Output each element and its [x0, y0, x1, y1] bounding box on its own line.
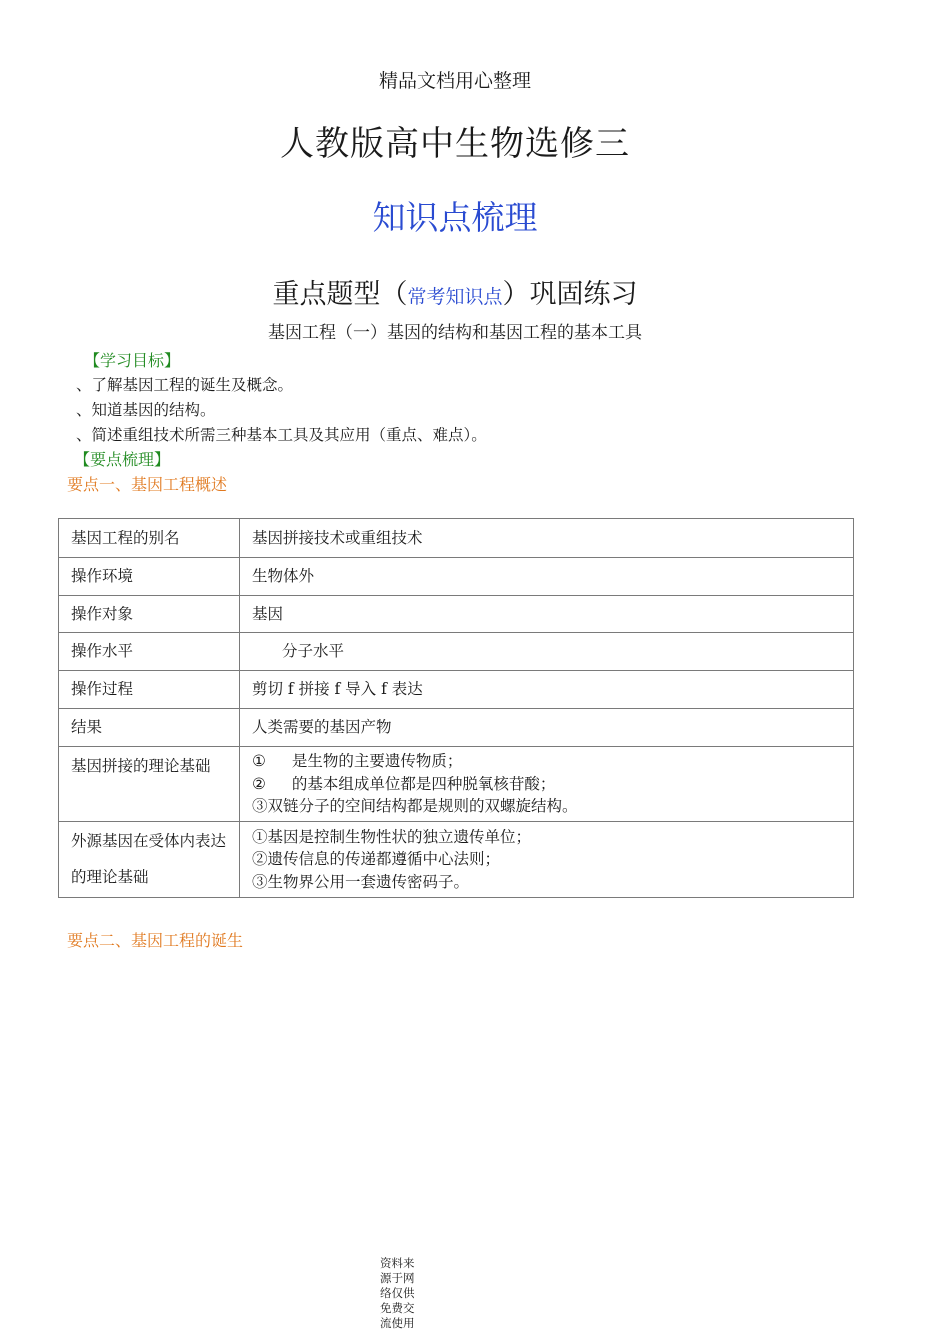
table-row	[59, 558, 854, 596]
table-value: 人类需要的基因产物	[240, 709, 854, 747]
goals-tag: 【学习目标】	[84, 351, 181, 370]
table-value: 剪切 f 拼接 f 导入 f 表达	[240, 671, 854, 709]
table-row	[59, 747, 854, 822]
list-text: 是生物的主要遗传物质；	[291, 752, 463, 771]
table-value	[240, 747, 854, 822]
goal-item: 、知道基因的结构。	[76, 401, 216, 419]
section-heading-right: ）巩固练习	[502, 279, 638, 310]
table-label: 结果	[59, 709, 240, 747]
table-value: 基因拼接技术或重组技术	[240, 519, 854, 558]
list-text: ②遗传信息的传递都遵循中心法则；	[252, 850, 501, 869]
document-title: 人教版高中生物选修三	[280, 124, 630, 164]
page-header: 精品文档用心整理	[378, 70, 531, 92]
table-label: 操作水平	[59, 633, 240, 671]
overview-table	[58, 518, 854, 898]
section-heading-left: 重点题型（	[272, 279, 408, 310]
point-heading-1: 要点一、基因工程概述	[67, 475, 228, 494]
table-value: 生物体外	[240, 558, 854, 596]
list-marker: ②	[252, 774, 266, 793]
table-value: 基因	[240, 596, 854, 633]
point-heading-2: 要点二、基因工程的诞生	[67, 931, 244, 950]
list-text: ③双链分子的空间结构都是规则的双螺旋结构。	[252, 797, 578, 816]
goal-item: 、简述重组技术所需三种基本工具及其应用（重点、难点）。	[76, 426, 487, 444]
section-heading-highlight: 常考知识点	[407, 286, 503, 308]
list-marker: ①	[252, 752, 266, 771]
list-text: ①基因是控制生物性状的独立遗传单位；	[252, 827, 532, 846]
table-value-text: 分子水平	[282, 642, 345, 661]
table-value	[240, 822, 854, 898]
table-label: 操作对象	[59, 596, 240, 633]
table-row	[59, 596, 854, 633]
table-label: 操作过程	[59, 671, 240, 709]
table-row	[59, 709, 854, 747]
lesson-title: 基因工程（一）基因的结构和基因工程的基本工具	[268, 323, 642, 343]
footer-note: 资料来源于网络仅供免费交流使用	[380, 1256, 415, 1330]
table-label: 外源基因在受体内表达的理论基础	[59, 822, 240, 898]
goal-item: 、了解基因工程的诞生及概念。	[76, 376, 294, 394]
table-label: 基因工程的别名	[59, 519, 240, 558]
points-tag: 【要点梳理】	[74, 450, 171, 469]
table-row	[59, 633, 854, 671]
list-text: 的基本组成单位都是四种脱氧核苷酸；	[291, 774, 556, 793]
section-heading	[0, 272, 910, 311]
document-subtitle: 知识点梳理	[372, 198, 538, 237]
table-label: 基因拼接的理论基础	[59, 747, 240, 822]
table-row	[59, 671, 854, 709]
table-label: 操作环境	[59, 558, 240, 596]
table-value	[240, 633, 854, 671]
table-row	[59, 519, 854, 558]
list-text: ③生物界公用一套遗传密码子。	[252, 872, 470, 891]
table-row	[59, 822, 854, 898]
